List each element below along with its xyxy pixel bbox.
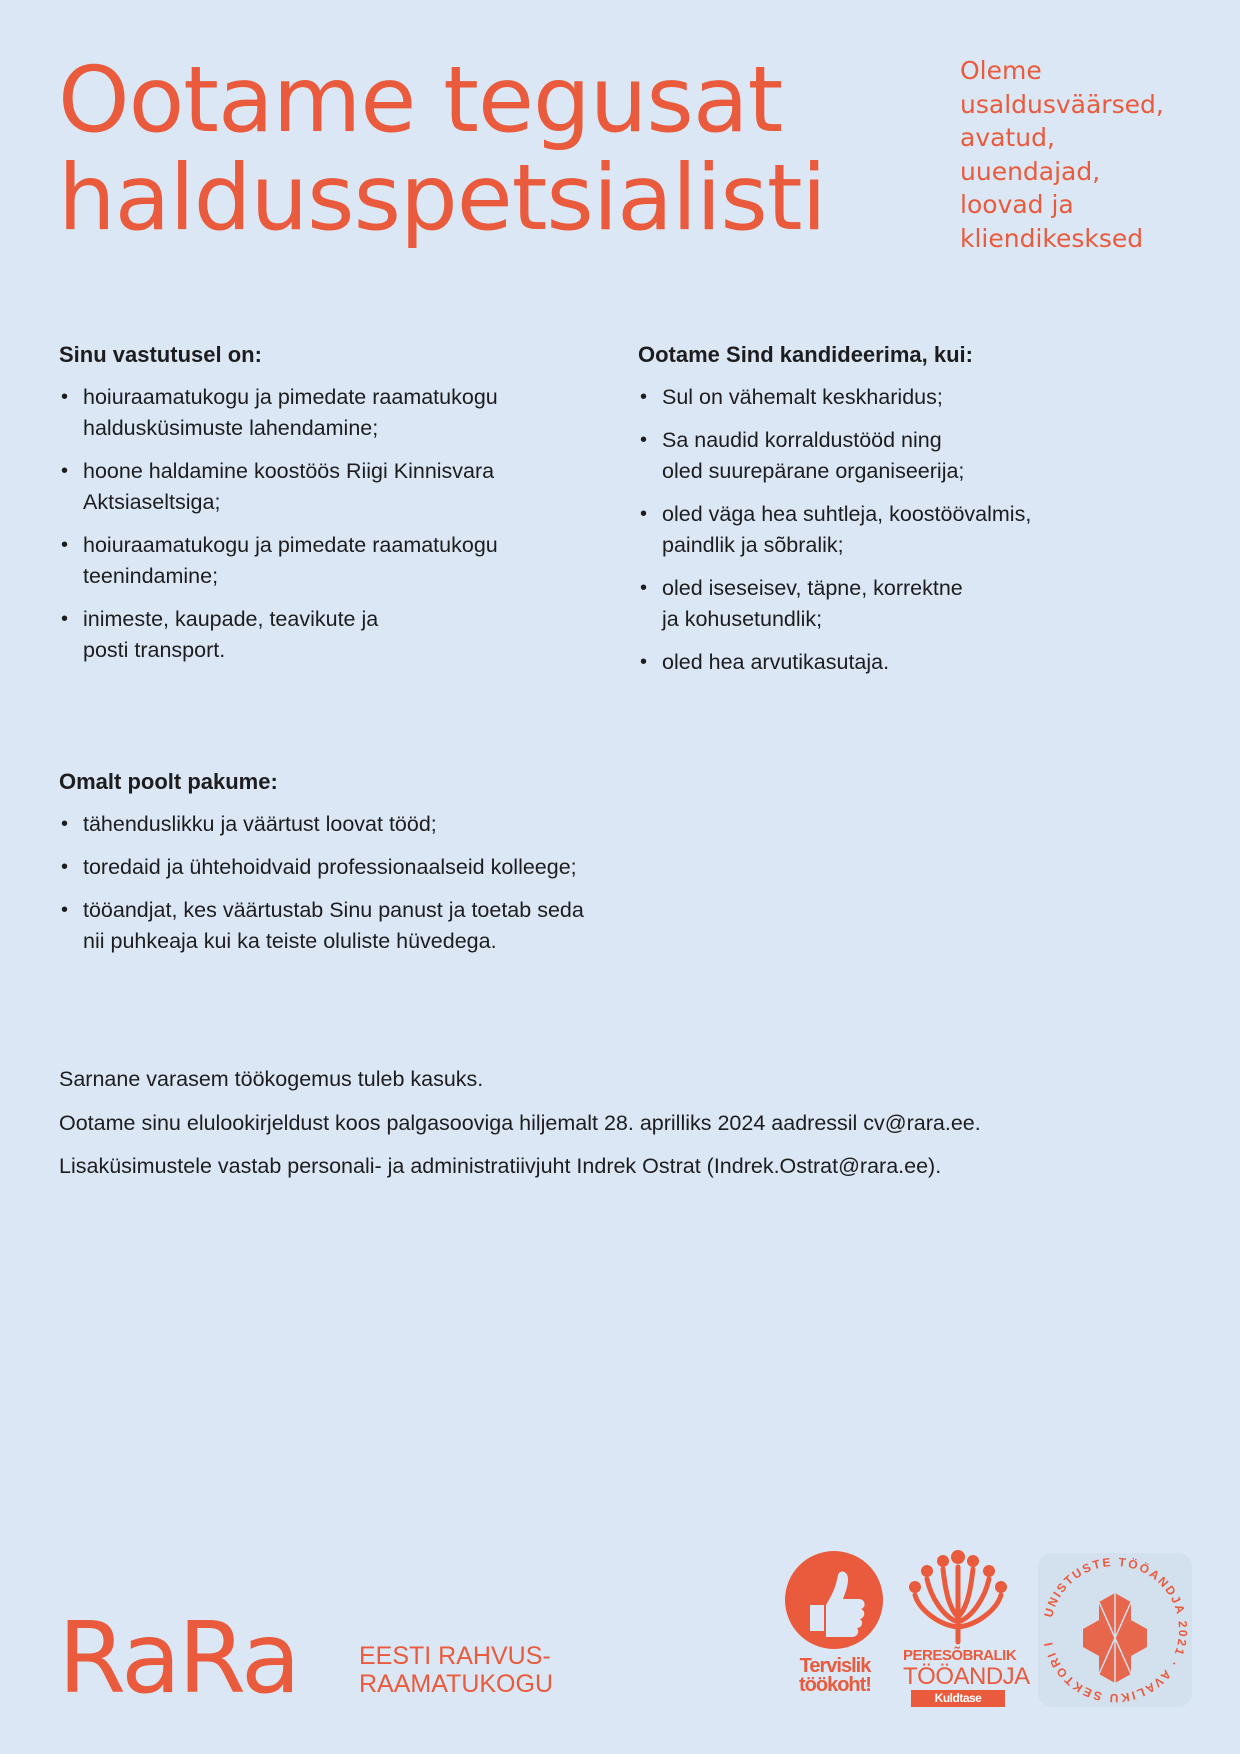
contact-note: Lisaküsimustele vastab personali- ja administratiivjuht Indrek Ostrat (Indrek.Ostrat@rara.ee). (59, 1154, 942, 1178)
list-item (638, 499, 1158, 561)
values-line: avatud, (960, 123, 1055, 152)
responsibilities-list (59, 382, 579, 666)
list-item (638, 425, 1158, 487)
award-badges (780, 1545, 1200, 1720)
bullet-icon: • (640, 386, 648, 408)
list-item-line: Sa naudid korraldustööd ning (662, 428, 942, 452)
badge-line: Tervislik (799, 1655, 871, 1677)
responsibilities-heading: Sinu vastutusel on: (59, 342, 262, 367)
seal-ring-text: UNISTUSTE TÖÖANDJA 2021 · AVALIKU SEKTORI I (1040, 1554, 1191, 1706)
list-item (59, 895, 699, 957)
list-item-line: nii puhkeaja kui ka teiste oluliste hüvedega. (83, 929, 497, 953)
dream-employer-badge (1030, 1545, 1200, 1720)
family-tree-icon (903, 1547, 1013, 1647)
healthy-workplace-badge (780, 1545, 890, 1720)
values-line: kliendikesksed (960, 223, 1144, 253)
values-line: usaldusväärsed, (960, 89, 1164, 119)
list-item-line: paindlik ja sõbralik; (662, 533, 844, 557)
family-friendly-label (903, 1647, 1030, 1707)
bullet-icon: • (61, 386, 69, 408)
list-item-line: toredaid ja ühtehoidvaid professionaalseid kolleege; (83, 855, 577, 879)
list-item (638, 573, 1158, 635)
bullet-icon: • (640, 503, 648, 525)
list-item (59, 809, 699, 840)
badge-line: PERESÕBRALIK (903, 1647, 1017, 1664)
requirements-heading: Ootame Sind kandideerima, kui: (638, 342, 973, 367)
values-line: loovad ja (960, 190, 1074, 219)
logo-subtitle (359, 1642, 553, 1698)
list-item-line: tööandjat, kes väärtustab Sinu panust ja toetab seda (83, 898, 584, 922)
bullet-icon: • (61, 813, 69, 835)
list-item-line: inimeste, kaupade, teavikute ja (83, 607, 379, 631)
page-title (58, 48, 826, 251)
values-statement (960, 54, 1164, 255)
list-item-line: hoiuraamatukogu ja pimedate raamatukogu (83, 385, 498, 409)
family-friendly-badge (903, 1547, 1030, 1722)
bullet-icon: • (640, 651, 648, 673)
bullet-icon: • (61, 856, 69, 878)
title-line-2: haldusspetsialisti (58, 146, 826, 251)
bullet-icon: • (640, 577, 648, 599)
list-item-line: oled hea arvutikasutaja. (662, 650, 890, 674)
offer-heading: Omalt poolt pakume: (59, 769, 278, 794)
list-item-line: hoone haldamine koostöös Riigi Kinnisvara (83, 459, 495, 483)
bullet-icon: • (61, 899, 69, 921)
list-item-line: posti transport. (83, 638, 226, 662)
title-line-1: Ootame tegusat (58, 48, 783, 153)
logo-subtitle-line: RAAMATUKOGU (359, 1670, 553, 1698)
list-item-line: Aktsiaseltsiga; (83, 490, 221, 514)
bullet-icon: • (61, 534, 69, 556)
list-item-line: oled iseseisev, täpne, korrektne (662, 576, 963, 600)
list-item (59, 604, 579, 666)
list-item-line: oled väga hea suhtleja, koostöövalmis, (662, 502, 1032, 526)
dream-employer-seal-icon (1030, 1545, 1200, 1715)
badge-line: töökoht! (799, 1674, 871, 1696)
experience-note: Sarnane varasem töökogemus tuleb kasuks. (59, 1067, 484, 1091)
badge-line: TÖÖANDJA (903, 1663, 1030, 1690)
list-item-line: oled suurepärane organiseerija; (662, 459, 965, 483)
list-item (638, 647, 1158, 678)
thumbs-up-icon (780, 1545, 890, 1655)
list-item-line: tähenduslikku ja väärtust loovat tööd; (83, 812, 437, 836)
offer-section (59, 767, 699, 969)
list-item-line: haldusküsimuste lahendamine; (83, 416, 379, 440)
logo-wordmark: RaRa (58, 1602, 298, 1716)
bullet-icon: • (61, 608, 69, 630)
list-item (638, 382, 1158, 413)
logo-subtitle-line: EESTI RAHVUS- (359, 1642, 551, 1670)
values-line: Oleme (960, 56, 1042, 85)
list-item (59, 530, 579, 592)
healthy-workplace-label (780, 1657, 890, 1695)
badge-level: Kuldtase (911, 1690, 1005, 1707)
list-item-line: Sul on vähemalt keskharidus; (662, 385, 943, 409)
bullet-icon: • (640, 429, 648, 451)
notes-block (59, 1058, 981, 1189)
application-note: Ootame sinu elulookirjeldust koos palgasooviga hiljemalt 28. aprilliks 2024 aadressil cv@rara.ee. (59, 1110, 981, 1135)
list-item-line: teenindamine; (83, 564, 219, 588)
responsibilities-section (59, 340, 579, 678)
values-line: uuendajad, (960, 156, 1101, 186)
requirements-section (638, 340, 1158, 690)
list-item (59, 852, 699, 883)
list-item-line: hoiuraamatukogu ja pimedate raamatukogu (83, 533, 498, 557)
list-item (59, 382, 579, 444)
list-item-line: ja kohusetundlik; (662, 607, 823, 631)
bullet-icon: • (61, 460, 69, 482)
list-item (59, 456, 579, 518)
offer-list (59, 809, 699, 957)
requirements-list (638, 382, 1158, 678)
